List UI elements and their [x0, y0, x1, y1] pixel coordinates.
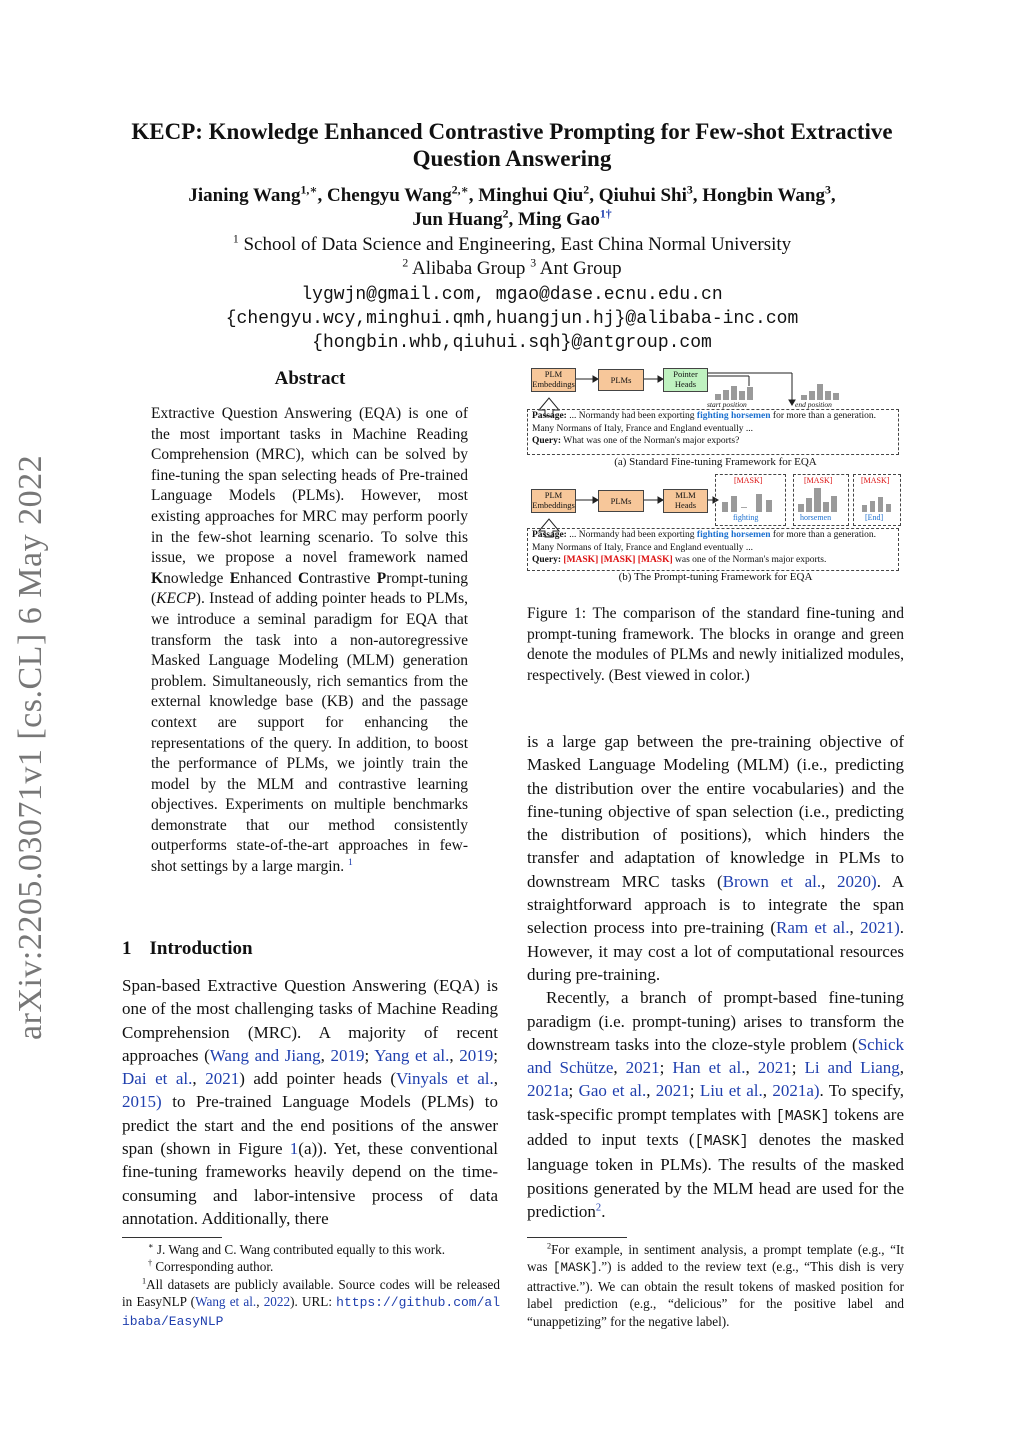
citation-link[interactable]: 2021 [205, 1069, 240, 1089]
pointer-heads-block: Pointer Heads [663, 368, 708, 392]
footnote-equal-contribution: ∗ J. Wang and C. Wang contributed equally to this work. [148, 1241, 446, 1257]
score-bar [817, 384, 823, 400]
email-line: lygwjn@gmail.com, mgao@dase.ecnu.edu.cn [301, 285, 723, 305]
paragraph: is a large gap between the pre-training objective of Masked Language Modeling (MLM) (i.e., predicting the distribution over the entire vocabularies) and the fine-tuning objective of span selection (i.e., predicting the distribution of positions), which hinders the transfer and adaptation of knowledge in PLMs to downstream MRC tasks (Brown et al., 2020). A straightforward approach is to integrate the span selection process into pre-training (Ram et al., 2021). However, it may cost a lot of computational resources during pre-training. [527, 732, 905, 984]
citation-link[interactable]: 2019 [459, 1045, 494, 1065]
url-link[interactable]: https://github.com/alibaba/EasyNLP [122, 1295, 500, 1329]
paragraph: Recently, a branch of prompt-based fine-tuning paradigm (i.e. prompt-tuning) arises to transform the downstream tasks into the cloze-style problem (Schick and Schütze, 2021; Han et al., 2021; Li and Liang, 2021a; Gao et al., 2021; Liu et al., 2021a). To specify, task-specific prompt templates with [MASK] tokens are added to input texts ([MASK] denotes the masked language token in PLMs). The results of the masked positions generated by the MLM head are used for the prediction$^2$. [527, 988, 904, 1221]
author: Qiuhui Shi$^3$ [598, 183, 693, 206]
score-bar [833, 393, 839, 400]
start-position-label: start position [707, 400, 747, 409]
plms-block: PLMs [598, 490, 644, 512]
footnote-rule [527, 1237, 627, 1238]
citation-link[interactable]: 2021a [527, 1081, 569, 1101]
footnotes-left [122, 1241, 500, 1330]
footnote-rule [122, 1237, 222, 1238]
mlm-heads-block: MLM Heads [663, 489, 708, 513]
author: Chengyu Wang$^{2,∗}$ [326, 183, 469, 206]
author-list [120, 184, 904, 232]
figure-1 [527, 364, 904, 600]
citation-link[interactable]: Ram et al. [776, 918, 850, 938]
mask-output-box: [MASK] ... fighting [715, 474, 786, 526]
citation-link[interactable]: 2019 [330, 1045, 365, 1065]
citation-link[interactable]: 2021) [860, 918, 900, 938]
passage-box-a: Passage: ... Normandy had been exporting fighting horsemen for more than a generation. Many Normans of Italy, France and England eventually ... Query: What was one of the Norman's major exports? [527, 409, 899, 455]
citation-link[interactable]: 2020) [837, 871, 877, 891]
citation-link[interactable]: Dai et al. [122, 1069, 193, 1089]
passage-box-b: Passage: ... Normandy had been exporting fighting horsemen for more than a generation. Many Normans of Italy, France and England eventually ... Query: [MASK] [MASK] [MASK] was one of the Norman's major exports. [527, 528, 899, 571]
score-bar [825, 391, 831, 400]
email-line: {hongbin.whb,qiuhui.sqh}@antgroup.com [312, 333, 712, 353]
paper-title: KECP: Knowledge Enhanced Contrastive Prompting for Few-shot Extractive Question Answering [131, 119, 893, 171]
author: Jianing Wang$^{1,∗}$ [188, 183, 318, 206]
citation-link[interactable]: 2021a) [772, 1081, 820, 1101]
footnote-1: $^1$All datasets are publicly available. Source codes will be released in EasyNLP (Wang et al., 2022). URL: https://github.com/alibaba/EasyNLP [122, 1276, 500, 1329]
abstract-heading: Abstract [274, 368, 346, 389]
section-heading-introduction: 1 Introduction [122, 938, 253, 959]
citation-link[interactable]: Gao et al. [578, 1081, 647, 1101]
citation-link[interactable]: Schick and Schütze [527, 1034, 904, 1078]
subcaption-b: (b) The Prompt-tuning Framework for EQA [618, 571, 813, 583]
citation-link[interactable]: 2021 [655, 1081, 690, 1101]
plm-embeddings-block: PLM Embeddings [531, 368, 576, 392]
author-line-2: Jun Huang$^2$, Ming Gao$^{1\dagger}$ [412, 207, 612, 230]
citation-link[interactable]: Han et al. [672, 1058, 746, 1078]
footnote-2: $^2$For example, in sentiment analysis, a prompt template (e.g., “It was [MASK].”) is added to the review text (e.g., “This dish is very attractive.”). We can obtain the result tokens of masked position for label prediction (e.g., “delicious” for the positive label and “unappetizing” for the negative label). [527, 1241, 904, 1329]
citation-link[interactable]: 2021 [625, 1058, 660, 1078]
mask-output-box: [MASK] horsemen [793, 474, 849, 526]
citation-link[interactable]: Yang et al. [374, 1045, 450, 1065]
affiliation-2-3: $^2$ Alibaba Group $^3$ Ant Group [402, 256, 622, 279]
affiliations [120, 233, 904, 281]
author: Minghui Qiu$^2$ [478, 183, 590, 206]
score-bar [739, 391, 745, 400]
subcaption-a: (a) Standard Fine-tuning Framework for EQA [614, 456, 817, 468]
citation-link[interactable]: Wang and Jiang [209, 1045, 321, 1065]
score-bar [747, 387, 753, 400]
email-list [120, 283, 904, 355]
citation-link[interactable]: 2015) [122, 1092, 162, 1112]
score-bar [731, 386, 737, 400]
citation-link[interactable]: Liu et al. [699, 1081, 763, 1101]
citation-link[interactable]: Wang et al. [195, 1294, 257, 1310]
footnote-link[interactable]: 2 [595, 1202, 602, 1214]
citation-link[interactable]: Vinyals et al. [396, 1069, 494, 1089]
footnote-corresponding: † Corresponding author. [148, 1259, 274, 1275]
author: Ming Gao$^{1\dagger}$ [518, 207, 612, 230]
plm-embeddings-block: PLM Embeddings [531, 489, 576, 513]
citation-link[interactable]: 2021 [757, 1058, 792, 1078]
citation-link[interactable]: 2022 [263, 1294, 291, 1310]
author: Jun Huang$^2$ [412, 207, 509, 230]
arxiv-identifier: arXiv:2205.03071v1 [cs.CL] 6 May 2022 [12, 454, 49, 1040]
author-line-1: Jianing Wang$^{1,∗}$, Chengyu Wang$^{2,∗}$, Minghui Qiu$^2$, Qiuhui Shi$^3$, Hongbin Wang$^3$, [188, 183, 836, 206]
end-position-label: end position [795, 400, 832, 409]
figure-caption: Figure 1: The comparison of the standard fine-tuning and prompt-tuning framework. The blocks in orange and green denote the modules of PLMs and newly initialized modules, respectively. (Best viewed in color.) [527, 605, 904, 684]
affiliation-1: $^1$ School of Data Science and Engineering, East China Normal University [232, 232, 792, 255]
email-line: {chengyu.wcy,minghui.qmh,huangjun.hj}@alibaba-inc.com [225, 309, 799, 329]
score-bar [723, 390, 729, 400]
citation-link[interactable]: Brown et al. [722, 871, 822, 891]
mask-output-box: [MASK] [End] [853, 474, 901, 526]
intro-paragraph: Span-based Extractive Question Answering (EQA) is one of the most challenging tasks of Machine Reading Comprehension (MRC). A majority of recent approaches (Wang and Jiang, 2019; Yang et al., 2019; Dai et al., 2021) add pointer heads (Vinyals et al., 2015) to Pre-trained Language Models (PLMs) to predict the start and the end positions of the answer span (shown in Figure 1(a)). Yet, these conventional fine-tuning frameworks heavily depend on the time-consuming and labor-intensive process of data annotation. Additionally, there [122, 976, 499, 1228]
score-bar [809, 391, 815, 400]
figure-link[interactable]: 1 [289, 1139, 299, 1159]
abstract-text: Extractive Question Answering (EQA) is one of the most important tasks in Machine Reading Comprehension (MRC), which can be solved by fine-tuning the span selecting heads of Pre-trained Language Models (PLMs). However, most existing approaches for MRC may perform poorly in the few-shot learning scenario. To solve this issue, we propose a novel framework named Knowledge Enhanced Contrastive Prompt-tuning (KECP). Instead of adding pointer heads to PLMs, we introduce a seminal paradigm for EQA that transform the task into a non-autoregressive Masked Language Modeling (MLM) generation problem. Simultaneously, rich semantics from the external knowledge base (KB) and the passage context are support for enhancing the representations of the query. In addition, to boost the performance of PLMs, we jointly train the model by the MLM and contrastive learning objectives. Experiments on multiple benchmarks demonstrate that our method consistently outperforms state-of-the-art approaches in few-shot settings by a large margin. $^1$ [151, 405, 468, 876]
citation-link[interactable]: Li and Liang [804, 1058, 900, 1078]
footnote-link[interactable]: 1 [348, 856, 353, 868]
plms-block: PLMs [598, 369, 644, 391]
author: Hongbin Wang$^3$ [702, 183, 831, 206]
right-column-text [527, 730, 904, 1223]
